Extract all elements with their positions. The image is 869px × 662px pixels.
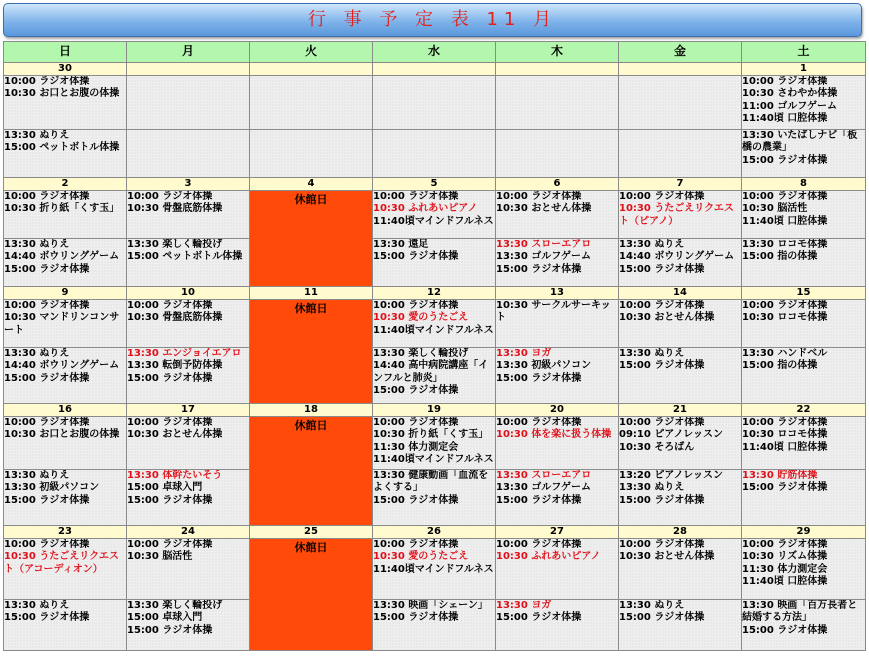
afternoon-schedule-cell [619,600,742,651]
event-entry: 15:00 卓球入門 [127,482,203,494]
date-number: 19 [373,404,496,417]
date-number [250,63,373,76]
event-entry: 11:40頃マインドフルネス [373,215,494,227]
date-number: 5 [373,178,496,191]
event-entry: 13:30 ヨガ [496,600,552,611]
event-entry: 13:30 映画「百万長者と結婚する方法」 [742,600,858,624]
event-entry: 13:30 エンジョイエアロ [127,348,242,359]
event-entry: 13:30 ぬりえ [619,239,685,250]
date-number: 7 [619,178,742,191]
morning-schedule-cell [127,539,250,600]
date-number: 21 [619,404,742,417]
event-entry: 13:30 スローエアロ [496,470,592,481]
date-number: 4 [250,178,373,191]
event-entry: 13:30 体幹たいそう [127,470,223,481]
morning-schedule-cell [742,300,866,348]
event-entry: 10:00 ラジオ体操 [742,300,828,311]
afternoon-schedule-cell [496,348,619,404]
am-row [4,191,866,239]
afternoon-schedule-cell [373,600,496,651]
morning-schedule-cell [496,76,619,130]
morning-schedule-cell [619,417,742,470]
event-entry: 10:00 ラジオ体操 [373,539,459,550]
weekday-tue: 火 [250,42,373,63]
morning-schedule-cell [742,539,866,600]
event-entry: 10:00 ラジオ体操 [127,417,213,428]
event-entry: 15:00 ラジオ体操 [742,154,828,166]
event-entry: 15:00 卓球入門 [127,612,203,624]
event-entry: 11:40頃 口腔体操 [742,215,828,227]
event-entry: 13:30 ぬりえ [619,348,685,359]
event-entry: 15:00 ラジオ体操 [373,494,459,506]
pm-row [4,348,866,404]
date-number [496,63,619,76]
event-entry: 13:30 楽しく輪投げ [373,348,469,359]
event-entry: 13:30 貯筋体操 [742,470,818,481]
date-number: 9 [4,287,127,300]
morning-schedule-cell [127,76,250,130]
morning-schedule-cell [4,539,127,600]
date-row [4,63,866,76]
event-entry: 11:30 体力測定会 [373,441,459,453]
date-number: 14 [619,287,742,300]
event-entry: 15:00 ラジオ体操 [496,612,582,624]
afternoon-schedule-cell [4,239,127,287]
holiday-cell: 休館日 [250,191,373,287]
calendar-body [4,63,866,651]
event-entry: 15:00 ラジオ体操 [127,624,213,636]
event-entry: 14:40 高中病院講座「インフルと肺炎」 [373,360,489,384]
event-entry: 10:00 ラジオ体操 [496,539,582,550]
afternoon-schedule-cell [127,600,250,651]
event-entry: 14:40 ボウリングゲーム [619,251,735,263]
morning-schedule-cell [619,76,742,130]
event-entry: 11:40頃マインドフルネス [373,324,494,336]
event-entry: 10:00 ラジオ体操 [4,76,90,87]
event-entry: 10:00 ラジオ体操 [619,191,705,202]
morning-schedule-cell [496,191,619,239]
event-entry: 13:30 いたばしナビ「板橋の農業」 [742,130,858,154]
event-entry: 10:30 うたごえリクエスト（ピアノ） [619,203,734,227]
event-entry: 10:00 ラジオ体操 [373,191,459,202]
event-entry: 10:30 サークルサーキット [496,300,611,324]
morning-schedule-cell [373,539,496,600]
afternoon-schedule-cell [496,600,619,651]
morning-schedule-cell [742,417,866,470]
date-number: 15 [742,287,866,300]
event-entry: 10:30 リズム体操 [742,551,828,563]
afternoon-schedule-cell [127,239,250,287]
afternoon-schedule-cell [127,130,250,178]
event-entry: 10:30 骨盤底筋体操 [127,312,223,324]
event-entry: 10:30 さわやか体操 [742,88,838,100]
event-entry: 13:30 スローエアロ [496,239,592,250]
morning-schedule-cell [496,539,619,600]
event-entry: 10:00 ラジオ体操 [496,417,582,428]
afternoon-schedule-cell [742,130,866,178]
afternoon-schedule-cell [250,130,373,178]
morning-schedule-cell [4,76,127,130]
event-entry: 10:00 ラジオ体操 [619,417,705,428]
morning-schedule-cell [619,191,742,239]
date-number: 27 [496,526,619,539]
date-number: 24 [127,526,250,539]
morning-schedule-cell [373,191,496,239]
event-entry: 11:40頃 口腔体操 [742,576,828,588]
date-number: 10 [127,287,250,300]
morning-schedule-cell [619,300,742,348]
event-entry: 10:30 ふれあいピアノ [496,551,601,563]
morning-schedule-cell [742,191,866,239]
afternoon-schedule-cell [4,348,127,404]
date-number: 13 [496,287,619,300]
pm-row [4,239,866,287]
date-number: 30 [4,63,127,76]
date-number: 17 [127,404,250,417]
weekday-mon: 月 [127,42,250,63]
afternoon-schedule-cell [496,239,619,287]
date-number: 29 [742,526,866,539]
morning-schedule-cell [127,191,250,239]
pm-row [4,130,866,178]
afternoon-schedule-cell [742,470,866,526]
event-entry: 10:30 おとせん体操 [496,203,592,215]
afternoon-schedule-cell [496,130,619,178]
morning-schedule-cell [619,539,742,600]
event-entry: 15:00 ラジオ体操 [4,494,90,506]
event-entry: 11:40頃 口腔体操 [742,441,828,453]
am-row [4,300,866,348]
event-entry: 10:00 ラジオ体操 [619,539,705,550]
morning-schedule-cell [373,300,496,348]
event-entry: 13:30 ロコモ体操 [742,239,828,250]
afternoon-schedule-cell [742,600,866,651]
afternoon-schedule-cell [4,600,127,651]
event-entry: 10:00 ラジオ体操 [742,191,828,202]
event-entry: 10:30 マンドリンコンサート [4,312,120,336]
calendar-title: 行 事 予 定 表 11 月 [3,3,862,37]
event-entry: 10:30 折り紙「くす玉」 [4,203,120,215]
pm-row [4,470,866,526]
holiday-cell: 休館日 [250,300,373,404]
event-entry: 13:30 ぬりえ [619,600,685,611]
event-entry: 10:30 お口とお腹の体操 [4,429,120,441]
afternoon-schedule-cell [496,470,619,526]
afternoon-schedule-cell [373,470,496,526]
morning-schedule-cell [4,191,127,239]
event-entry: 10:30 骨盤底筋体操 [127,203,223,215]
event-entry: 13:30 楽しく輪投げ [127,239,223,250]
event-entry: 13:30 ぬりえ [4,130,70,141]
event-entry: 11:30 体力測定会 [742,563,828,575]
event-entry: 15:00 ラジオ体操 [127,372,213,384]
event-entry: 13:30 楽しく輪投げ [127,600,223,611]
afternoon-schedule-cell [373,130,496,178]
event-entry: 13:30 ヨガ [496,348,552,359]
event-entry: 10:00 ラジオ体操 [496,191,582,202]
event-entry: 10:00 ラジオ体操 [742,539,828,550]
date-number: 22 [742,404,866,417]
event-entry: 10:00 ラジオ体操 [127,539,213,550]
date-row [4,287,866,300]
holiday-cell: 休館日 [250,539,373,651]
morning-schedule-cell [4,417,127,470]
event-entry: 14:40 ボウリングゲーム [4,251,120,263]
event-entry: 10:00 ラジオ体操 [742,76,828,87]
afternoon-schedule-cell [127,470,250,526]
event-entry: 10:00 ラジオ体操 [619,300,705,311]
am-row [4,76,866,130]
event-entry: 10:00 ラジオ体操 [373,417,459,428]
afternoon-schedule-cell [373,348,496,404]
afternoon-schedule-cell [619,239,742,287]
morning-schedule-cell [250,76,373,130]
event-entry: 10:30 脳活性 [127,551,193,563]
event-entry: 09:10 ピアノレッスン [619,429,724,441]
event-entry: 13:30 健康動画「血流をよくする」 [373,470,489,494]
date-row [4,404,866,417]
event-entry: 15:00 ラジオ体操 [373,251,459,263]
holiday-cell: 休館日 [250,417,373,526]
event-entry: 11:40頃 口腔体操 [742,113,828,125]
event-entry: 15:00 ラジオ体操 [373,385,459,397]
afternoon-schedule-cell [619,130,742,178]
morning-schedule-cell [373,76,496,130]
date-row [4,526,866,539]
event-entry: 10:00 ラジオ体操 [4,300,90,311]
event-entry: 13:30 ぬりえ [4,600,70,611]
date-number: 26 [373,526,496,539]
weekday-sat: 土 [742,42,866,63]
date-number: 23 [4,526,127,539]
afternoon-schedule-cell [4,130,127,178]
event-entry: 13:20 ピアノレッスン [619,470,724,481]
afternoon-schedule-cell [619,348,742,404]
event-entry: 15:00 ラジオ体操 [619,263,705,275]
event-entry: 10:30 ロコモ体操 [742,312,828,324]
event-entry: 10:30 おとせん体操 [619,551,715,563]
afternoon-schedule-cell [742,239,866,287]
event-entry: 13:30 ぬりえ [4,348,70,359]
event-entry: 15:00 ラジオ体操 [496,372,582,384]
event-entry: 11:00 ゴルフゲーム [742,100,838,112]
event-entry: 15:00 ラジオ体操 [496,263,582,275]
event-entry: 13:30 ハンドベル [742,348,828,359]
afternoon-schedule-cell [373,239,496,287]
event-entry: 10:30 愛のうたごえ [373,312,469,324]
date-number [127,63,250,76]
event-entry: 10:00 ラジオ体操 [127,300,213,311]
date-number: 2 [4,178,127,191]
morning-schedule-cell [4,300,127,348]
event-entry: 10:30 体を楽に扱う体操 [496,429,612,441]
weekday-wed: 水 [373,42,496,63]
event-entry: 10:00 ラジオ体操 [4,191,90,202]
event-entry: 15:00 ラジオ体操 [619,360,705,372]
event-entry: 13:30 遠足 [373,239,429,250]
event-entry: 13:30 映画「シェーン」 [373,600,488,611]
date-number: 11 [250,287,373,300]
morning-schedule-cell [496,417,619,470]
event-entry: 10:30 うたごえリクエスト（アコーディオン） [4,551,119,575]
date-row [4,178,866,191]
weekday-thu: 木 [496,42,619,63]
date-number: 18 [250,404,373,417]
morning-schedule-cell [496,300,619,348]
event-entry: 15:00 ラジオ体操 [742,482,828,494]
pm-row [4,600,866,651]
event-entry: 10:30 おとせん体操 [619,312,715,324]
date-number: 25 [250,526,373,539]
event-entry: 10:30 折り紙「くす玉」 [373,429,489,441]
event-entry: 13:30 初級パソコン [4,482,100,494]
weekday-fri: 金 [619,42,742,63]
schedule-calendar [3,41,866,651]
event-entry: 10:00 ラジオ体操 [4,539,90,550]
event-entry: 11:40頃マインドフルネス [373,454,494,466]
event-entry: 10:30 そろばん [619,441,695,453]
date-number: 28 [619,526,742,539]
event-entry: 15:00 ペットボトル体操 [127,251,243,263]
event-entry: 10:00 ラジオ体操 [373,300,459,311]
event-entry: 11:40頃マインドフルネス [373,563,494,575]
event-entry: 15:00 ラジオ体操 [4,372,90,384]
event-entry: 15:00 ラジオ体操 [742,624,828,636]
event-entry: 10:30 お口とお腹の体操 [4,88,120,100]
event-entry: 15:00 ラジオ体操 [373,612,459,624]
event-entry: 13:30 ゴルフゲーム [496,482,592,494]
event-entry: 10:30 脳活性 [742,203,808,215]
morning-schedule-cell [373,417,496,470]
weekday-header-row [4,42,866,63]
event-entry: 13:30 ぬりえ [619,482,685,494]
date-number: 12 [373,287,496,300]
event-entry: 10:00 ラジオ体操 [4,417,90,428]
morning-schedule-cell [127,300,250,348]
date-number [373,63,496,76]
event-entry: 10:30 ロコモ体操 [742,429,828,441]
date-number [619,63,742,76]
event-entry: 10:00 ラジオ体操 [742,417,828,428]
date-number: 8 [742,178,866,191]
am-row [4,539,866,600]
event-entry: 10:30 愛のうたごえ [373,551,469,563]
event-entry: 15:00 ラジオ体操 [496,494,582,506]
am-row [4,417,866,470]
morning-schedule-cell [742,76,866,130]
afternoon-schedule-cell [4,470,127,526]
afternoon-schedule-cell [127,348,250,404]
date-number: 20 [496,404,619,417]
weekday-sun: 日 [4,42,127,63]
event-entry: 15:00 指の体操 [742,251,818,263]
event-entry: 15:00 ラジオ体操 [619,612,705,624]
event-entry: 15:00 指の体操 [742,360,818,372]
event-entry: 13:30 ゴルフゲーム [496,251,592,263]
event-entry: 10:00 ラジオ体操 [127,191,213,202]
event-entry: 15:00 ラジオ体操 [4,612,90,624]
event-entry: 13:30 ぬりえ [4,239,70,250]
event-entry: 13:30 初級パソコン [496,360,592,372]
event-entry: 15:00 ラジオ体操 [4,263,90,275]
event-entry: 15:00 ラジオ体操 [619,494,705,506]
event-entry: 13:30 転倒予防体操 [127,360,223,372]
event-entry: 14:40 ボウリングゲーム [4,360,120,372]
event-entry: 13:30 ぬりえ [4,470,70,481]
morning-schedule-cell [127,417,250,470]
event-entry: 15:00 ペットボトル体操 [4,142,120,154]
event-entry: 10:30 おとせん体操 [127,429,223,441]
afternoon-schedule-cell [619,470,742,526]
date-number: 1 [742,63,866,76]
event-entry: 10:30 ふれあいピアノ [373,203,478,215]
date-number: 16 [4,404,127,417]
afternoon-schedule-cell [742,348,866,404]
event-entry: 15:00 ラジオ体操 [127,494,213,506]
date-number: 3 [127,178,250,191]
date-number: 6 [496,178,619,191]
